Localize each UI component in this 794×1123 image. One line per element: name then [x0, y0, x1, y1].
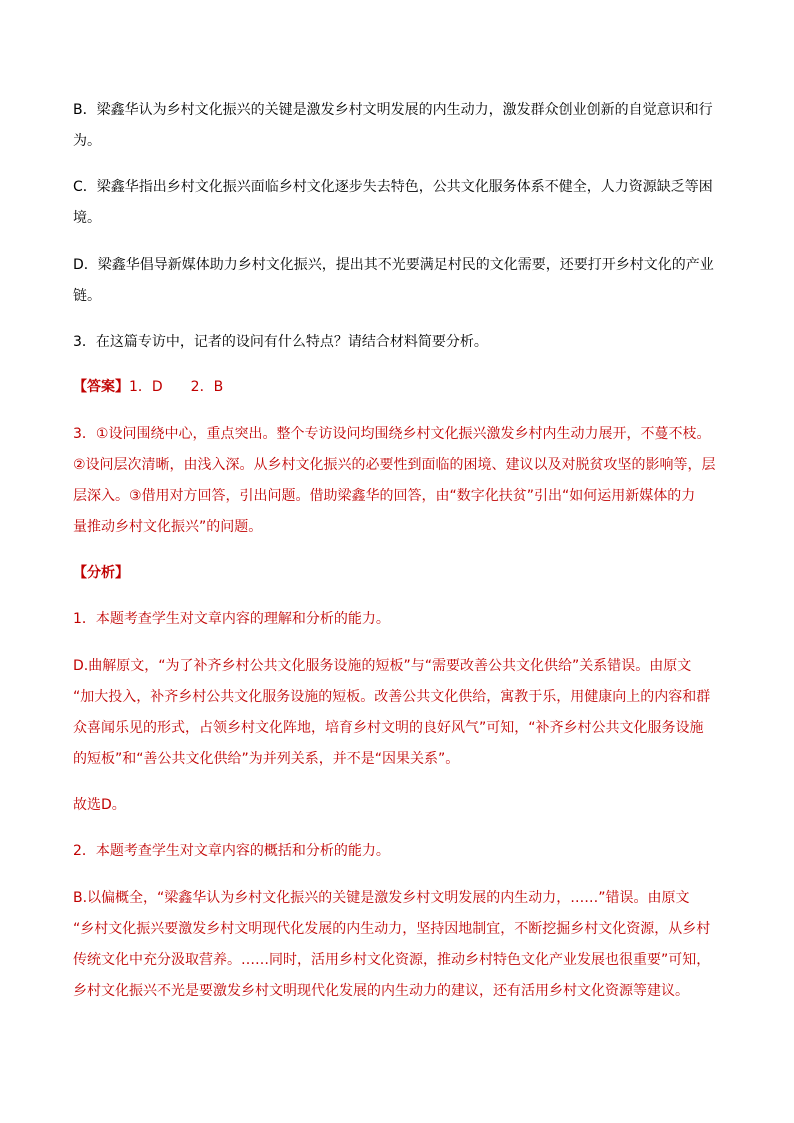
answer-label: 【答案】	[73, 379, 129, 395]
option-b-line-2: 为。	[73, 133, 101, 149]
analysis-item-1-line-3: 众喜闻乐见的形式，占领乡村文化阵地，培育乡村文明的良好风气”可知，“补齐乡村公共文化服务设施	[73, 720, 704, 736]
analysis-item-2-line-1: B.以偏概全，“梁鑫华认为乡村文化振兴的关键是激发乡村文明发展的内生动力，……”错误。由原文	[73, 890, 690, 906]
analysis-item-1-line-2: “加大投入，补齐乡村公共文化服务设施的短板。改善公共文化供给，寓教于乐，用健康向上的内容和群	[73, 689, 711, 705]
analysis-item-2-line-4: 乡村文化振兴不光是要激发乡村文明现代化发展的内生动力的建议，还有活用乡村文化资源等建议。	[73, 983, 689, 999]
option-b-line-1: B．梁鑫华认为乡村文化振兴的关键是激发乡村文明发展的内生动力，激发群众创业创新的自觉意识和行	[73, 102, 713, 118]
analysis-item-1-conclusion: 故选D。	[73, 797, 126, 813]
answer-3-line-3: 层深入。③借用对方回答，引出问题。借助梁鑫华的回答，由“数字化扶贫”引出“如何运用新媒体的力	[73, 488, 696, 504]
question-3: 3．在这篇专访中，记者的设问有什么特点？请结合材料简要分析。	[73, 334, 488, 350]
answer-3-line-1: 3．①设问围绕中心，重点突出。整个专访设问均围绕乡村文化振兴激发乡村内生动力展开，不蔓不枝。	[73, 426, 711, 442]
option-c-line-1: C．梁鑫华指出乡村文化振兴面临乡村文化逐步失去特色，公共文化服务体系不健全，人力资源缺乏等困	[73, 179, 713, 195]
answer-text: 1．D 2．B	[129, 379, 224, 395]
analysis-item-2-line-3: 传统文化中充分汲取营养。……同时，活用乡村文化资源，推动乡村特色文化产业发展也很重要”可知，	[73, 952, 711, 968]
option-d-line-2: 链。	[73, 288, 101, 304]
answer-line	[73, 378, 733, 396]
answer-3-line-4: 量推动乡村文化振兴”的问题。	[73, 519, 263, 535]
option-c-line-2: 境。	[73, 210, 101, 226]
option-d-line-1: D．梁鑫华倡导新媒体助力乡村文化振兴，提出其不光要满足村民的文化需要，还要打开乡村文化的产业	[73, 257, 714, 273]
analysis-item-1-line-4: 的短板”和“善公共文化供给”为并列关系，并不是“因果关系”。	[73, 751, 460, 767]
analysis-item-2-line-2: “乡村文化振兴要激发乡村文明现代化发展的内生动力，坚持因地制宜，不断挖掘乡村文化资源，从乡村	[73, 921, 711, 937]
analysis-label: 【分析】	[73, 565, 129, 581]
analysis-item-1-line-1: D.曲解原文，“为了补齐乡村公共文化服务设施的短板”与“需要改善公共文化供给”关系错误。由原文	[73, 658, 692, 674]
answer-3-line-2: ②设问层次清晰，由浅入深。从乡村文化振兴的必要性到面临的困境、建议以及对脱贫攻坚的影响等，层	[73, 457, 716, 473]
analysis-item-1-intro: 1．本题考查学生对文章内容的理解和分析的能力。	[73, 611, 390, 627]
analysis-item-2-intro: 2．本题考查学生对文章内容的概括和分析的能力。	[73, 843, 390, 859]
